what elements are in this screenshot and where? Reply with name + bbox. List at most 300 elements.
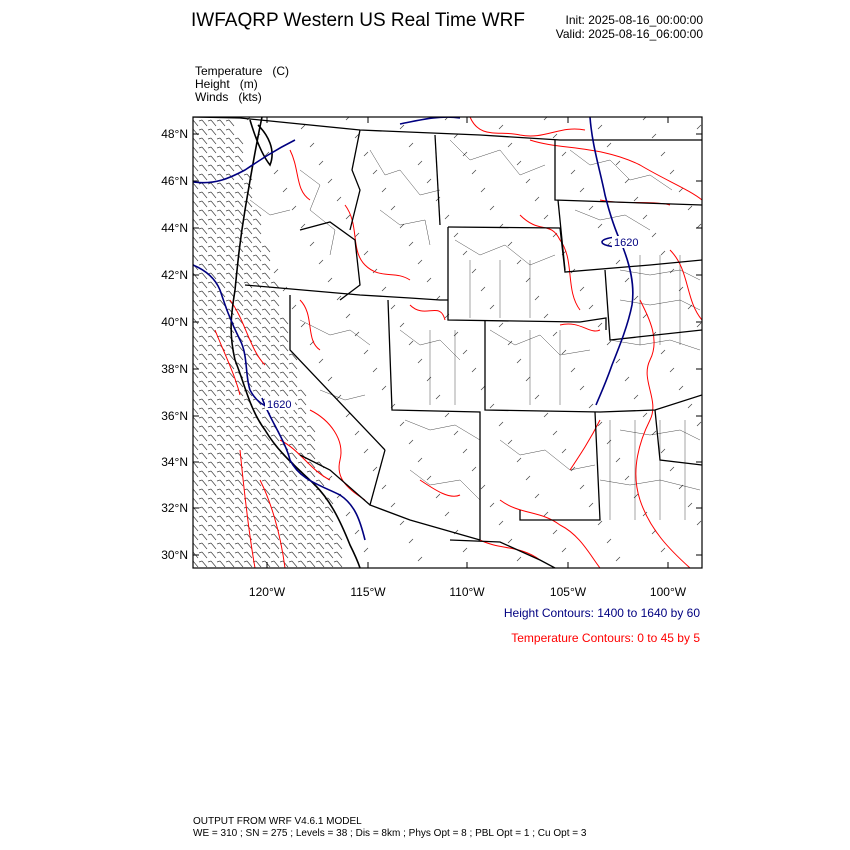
wind-barb [190,228,198,234]
wind-barb [217,363,225,369]
wind-barb [580,287,584,291]
wind-barb [244,435,252,441]
wind-barb [535,395,539,399]
height-contours [193,117,638,540]
wind-barb [307,426,315,432]
lat-label: 42°N [161,268,188,282]
wind-barb [208,489,216,495]
wind-barb [217,264,225,270]
wind-barb [319,161,323,165]
wind-barb [364,449,368,453]
wind-barb [199,525,207,531]
wind-barb [679,386,683,390]
wind-barb [298,498,306,504]
wind-barb [301,125,305,129]
wind-barb [199,417,207,423]
wind-barb [190,435,198,441]
wind-barb [208,219,216,225]
wind-barb [226,210,234,216]
wind-barb [562,152,566,156]
wind-barb [553,530,557,534]
wind-barb [217,462,225,468]
wind-barb [190,318,198,324]
wind-barb [553,332,557,336]
wind-barb [271,462,279,468]
wind-barb [436,395,440,399]
wind-barb [280,381,288,387]
wind-barb [289,471,297,477]
wind-barb [289,498,297,504]
wind-barb [544,413,548,417]
wind-barb [607,440,611,444]
wind-barb [355,431,359,435]
wind-barb [226,246,234,252]
wind-barb [289,561,297,567]
wind-barb [199,489,207,495]
wind-barb [244,552,252,558]
wind-barb [634,197,638,201]
wind-barb [271,309,279,315]
wind-barb [199,480,207,486]
wind-barb [661,152,665,156]
wind-barb [253,309,261,315]
wind-barb [190,498,198,504]
wind-barb [307,534,315,540]
wind-barb [271,561,279,567]
wind-barb [226,399,234,405]
wind-barb [190,381,198,387]
wind-barb [535,197,539,201]
wind-barb [208,543,216,549]
wind-barb [292,206,296,210]
wind-barb [319,359,323,363]
wind-barb [190,408,198,414]
wind-barb [418,557,422,561]
wind-barb [280,507,288,513]
wind-barb [253,552,261,558]
wind-barb [208,381,216,387]
wind-barb [190,237,198,243]
wind-barb [697,125,701,129]
wind-barb [199,237,207,243]
wind-barb [598,224,602,228]
wind-barb [334,534,342,540]
wind-barb [235,561,243,567]
wind-barb [226,147,234,153]
lat-label: 44°N [161,221,188,235]
lat-label: 34°N [161,455,188,469]
wind-barb [217,138,225,144]
wind-barb [199,336,207,342]
temperature-legend: Temperature Contours: 0 to 45 by 5 [511,631,700,645]
wind-barb [190,516,198,522]
lat-label: 48°N [161,127,188,141]
wind-barb [298,426,306,432]
wind-barb [670,467,674,471]
wind-barb [217,516,225,522]
wind-barb [190,489,198,495]
wind-barb [199,498,207,504]
wind-barb [262,507,270,513]
wind-barb [580,386,584,390]
wind-barb [208,120,216,126]
wind-barb [616,458,620,462]
wind-barb [190,291,198,297]
wind-barb [199,192,207,198]
wind-barb [625,179,629,183]
wind-barb [409,242,413,246]
wind-barb [652,233,656,237]
wind-barb [472,170,476,174]
wind-barb [271,372,279,378]
wind-barb [190,417,198,423]
wind-barb [418,359,422,363]
wind-barb [589,206,593,210]
wind-barb [235,138,243,144]
wind-barb [382,485,386,489]
wind-barb [199,444,207,450]
wind-barb [316,507,324,513]
wind-barb [289,363,297,369]
footer-model: OUTPUT FROM WRF V4.6.1 MODEL [193,816,362,827]
wind-barb [688,404,692,408]
wind-barb [271,300,279,306]
wind-barb [643,413,647,417]
wind-barb [244,507,252,513]
wind-barb [199,120,207,126]
wind-barb [589,503,593,507]
wind-barb [199,147,207,153]
wind-barb [235,183,243,189]
wind-barb [235,489,243,495]
wind-barb [217,507,225,513]
wind-barb [526,278,530,282]
wind-barb [199,291,207,297]
lon-label: 115°W [350,585,386,599]
wind-barb [298,525,306,531]
wind-barb [253,372,261,378]
wind-barb [217,183,225,189]
wind-barb [262,246,270,252]
wind-barb [280,498,288,504]
wind-barb [325,516,333,522]
wind-barb [217,372,225,378]
wind-barb [325,552,333,558]
wind-barb [226,237,234,243]
wind-barb [253,219,261,225]
wind-barb [535,296,539,300]
wind-barb [226,156,234,162]
wind-barb [190,543,198,549]
wind-barb [208,336,216,342]
wind-barb [298,561,306,567]
wind-barb [409,341,413,345]
wind-barb [190,138,198,144]
wind-barb [226,129,234,135]
wind-barb [235,300,243,306]
wind-barb [199,399,207,405]
wind-barb [208,372,216,378]
wind-barb [253,336,261,342]
wind-barb [355,530,359,534]
wind-barb [262,525,270,531]
wind-barb [208,399,216,405]
wind-barb [316,498,324,504]
wind-barb [199,210,207,216]
wind-barb [328,377,332,381]
wind-barb [316,534,324,540]
wind-barb [307,453,315,459]
wind-barb [298,534,306,540]
wind-barb [217,534,225,540]
wind-barb [517,161,521,165]
wind-barb [235,444,243,450]
wind-barb [208,282,216,288]
wind-barb [298,543,306,549]
wind-barb [280,525,288,531]
wind-barb [253,363,261,369]
wind-barb [400,323,404,327]
wind-barb [244,480,252,486]
wind-barb [244,228,252,234]
wind-barb [553,134,557,138]
wind-barb [208,552,216,558]
wind-barb [208,174,216,180]
wind-barb [253,426,261,432]
wind-barb [190,372,198,378]
wind-barb [199,156,207,162]
wind-barb [307,552,315,558]
wind-barb [217,327,225,333]
wind-barb [373,368,377,372]
wind-barb [289,381,297,387]
wind-barb [490,404,494,408]
wind-barb [226,381,234,387]
wind-barb [217,426,225,432]
wind-barb [199,327,207,333]
wind-barb [571,368,575,372]
wind-barb [190,201,198,207]
wind-barb [454,431,458,435]
wind-barb [409,143,413,147]
wind-barb [289,480,297,486]
wind-barb [409,440,413,444]
wind-barb [190,210,198,216]
wind-barb [472,368,476,372]
wind-barb [226,273,234,279]
wind-barbs [190,116,701,567]
wind-barb [307,507,315,513]
wind-barb [208,453,216,459]
wind-barb [280,318,288,324]
wind-barb [235,507,243,513]
wind-barb [355,233,359,237]
wind-barb [280,552,288,558]
wind-barb [289,390,297,396]
wind-barb [289,372,297,378]
wind-barb [244,318,252,324]
wind-barb [190,525,198,531]
wind-barb [562,350,566,354]
wind-barb [544,512,548,516]
wind-barb [307,498,315,504]
field-name: Height [195,77,230,91]
wind-barb [190,444,198,450]
wind-barb [226,138,234,144]
wind-barb [289,543,297,549]
wind-barb [508,539,512,543]
wind-barb [280,516,288,522]
wind-barb [199,300,207,306]
wind-barb [616,260,620,264]
wind-barb [346,512,350,516]
wind-barb [199,354,207,360]
wind-barb [298,435,306,441]
wind-barb [253,264,261,270]
wind-barb [472,467,476,471]
wind-barb [199,552,207,558]
wind-barb [199,309,207,315]
wind-barb [208,147,216,153]
wind-barb [325,534,333,540]
wind-barb [616,557,620,561]
wind-barb [208,354,216,360]
init-time: Init: 2025-08-16_00:00:00 [565,13,703,27]
wind-barb [226,489,234,495]
wind-barb [280,471,288,477]
wind-barb [244,453,252,459]
wind-barb [517,359,521,363]
wind-barb [262,264,270,270]
wind-barb [271,534,279,540]
wind-barb [217,309,225,315]
wind-barb [208,264,216,270]
wind-barb [226,543,234,549]
wind-barb [499,125,503,129]
wind-barb [208,426,216,432]
wind-barb [652,134,656,138]
wind-barb [307,516,315,522]
wind-barb [391,206,395,210]
wind-barb [244,255,252,261]
wind-barb [208,246,216,252]
wind-barb [226,291,234,297]
lon-label: 100°W [649,585,687,599]
wind-barb [490,206,494,210]
wind-barb [190,282,198,288]
wind-barb [244,300,252,306]
wind-barb [208,363,216,369]
wind-barb [199,282,207,288]
wind-barb [307,444,315,450]
wind-barb [253,507,261,513]
wind-barb [199,516,207,522]
wind-barb [190,534,198,540]
wind-barb [244,408,252,414]
wind-barb [208,228,216,234]
wind-barb [217,156,225,162]
map-title: IWFAQRP Western US Real Time WRF [191,10,525,31]
wind-barb [262,417,270,423]
wind-barb [199,543,207,549]
wind-barb [670,170,674,174]
wind-barb [226,219,234,225]
wind-barb [208,525,216,531]
wind-barb [463,548,467,552]
wind-barb [253,543,261,549]
wind-barb [280,390,288,396]
wind-barb [262,480,270,486]
wind-barb [190,255,198,261]
wind-barb [244,291,252,297]
wind-barb [508,440,512,444]
wind-barb [625,476,629,480]
wind-barb [262,516,270,522]
wind-barb [235,552,243,558]
wind-barb [571,170,575,174]
map-content [190,116,702,568]
wind-barb [598,125,602,129]
wind-barb [244,237,252,243]
wind-barb [271,489,279,495]
wind-barb [244,471,252,477]
wind-barb [262,273,270,279]
wind-barb [217,210,225,216]
wind-barb [445,512,449,516]
wind-barb [226,327,234,333]
wind-barb [463,152,467,156]
wind-barb [289,426,297,432]
wind-barb [289,525,297,531]
wind-barb [208,417,216,423]
wind-barb [208,435,216,441]
wind-barb [208,210,216,216]
wind-barb [373,467,377,471]
wind-barb [190,300,198,306]
lon-axis [249,117,687,599]
lat-label: 46°N [161,174,188,188]
wind-barb [190,336,198,342]
field-unit: (m) [239,77,258,91]
wind-barb [289,534,297,540]
wind-barb [517,458,521,462]
wind-barb [217,417,225,423]
wind-barb [235,408,243,414]
wind-barb [598,521,602,525]
wind-barb [253,246,261,252]
wind-barb [289,552,297,558]
wind-barb [235,354,243,360]
wind-barb [289,489,297,495]
wind-barb [217,408,225,414]
wind-barb [418,161,422,165]
wind-barb [400,422,404,426]
wind-barb [697,422,701,426]
wind-barb [226,534,234,540]
wind-barb [262,453,270,459]
wind-barb [634,395,638,399]
field-name: Winds [195,90,229,104]
wind-barb [661,449,665,453]
wind-barb [253,480,261,486]
wind-barb [625,377,629,381]
wind-barb [373,170,377,174]
wind-barb [208,165,216,171]
valid-time: Valid: 2025-08-16_06:00:00 [555,27,703,41]
wind-barb [697,521,701,525]
wind-barb [199,372,207,378]
wind-barb [661,548,665,552]
